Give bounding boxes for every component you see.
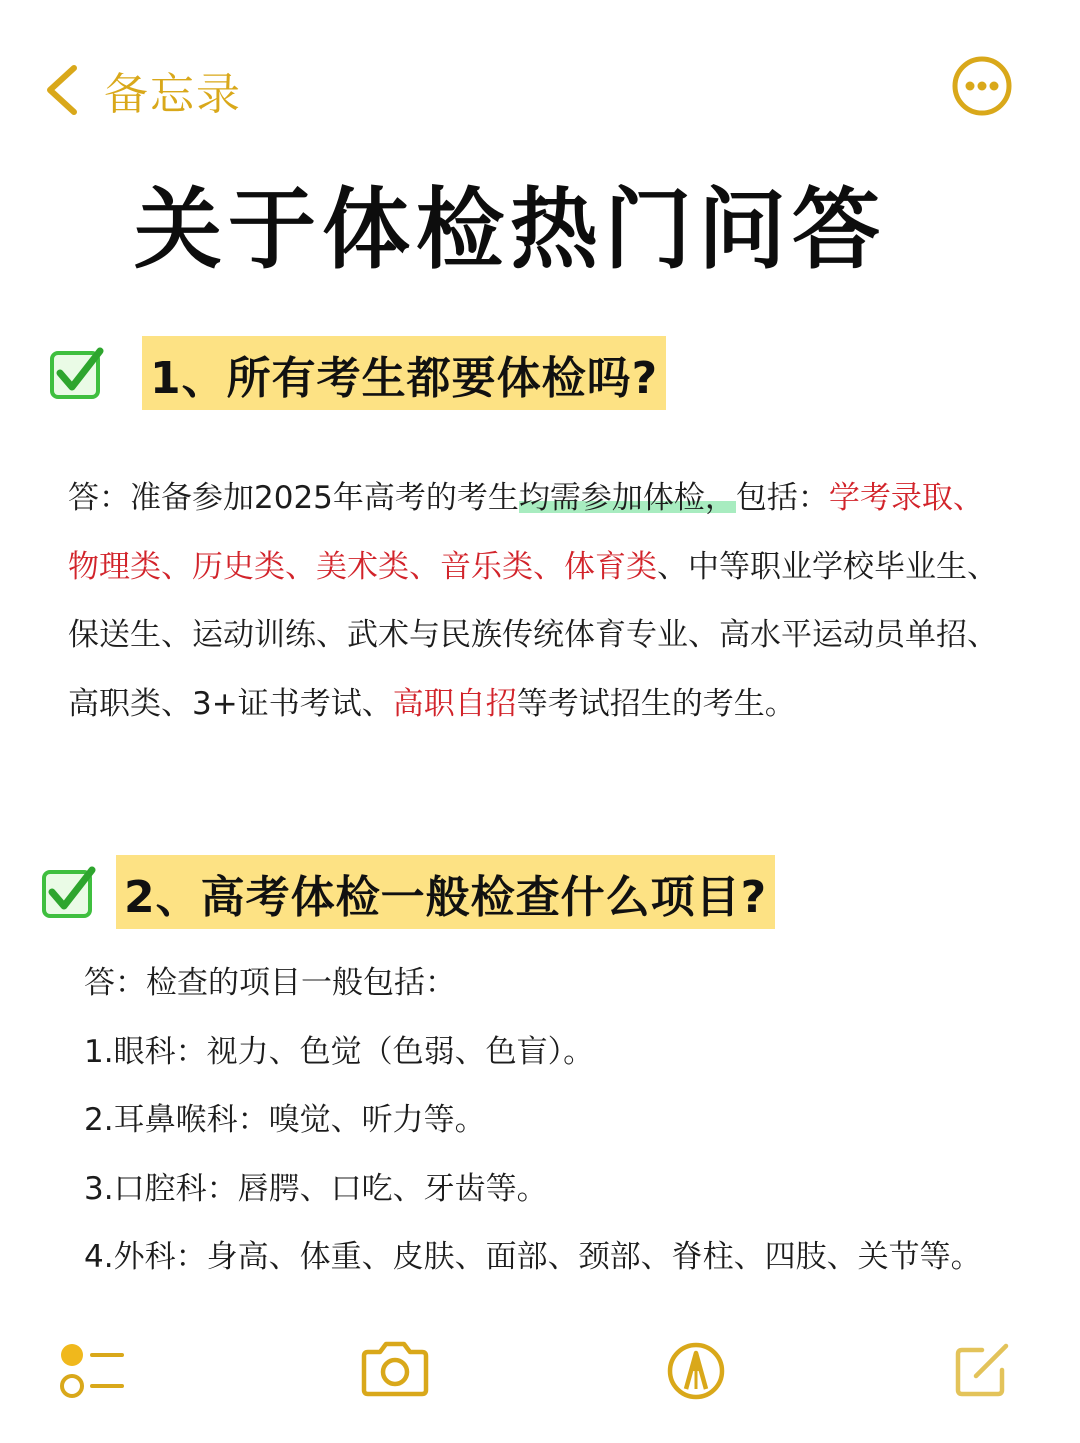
checklist-icon — [58, 1340, 124, 1400]
answer-1-red: 美术类 — [316, 548, 409, 585]
answer-1-text: 、中等职业学校毕业生、保送生、运动训练、武术与民族传统体育专业、高水平运动员单招、高职类、3+证书考试、 — [68, 548, 998, 722]
list-item: 1.眼科：视力、色觉（色弱、色盲）。 — [84, 1033, 595, 1070]
list-item: 3.口腔科：唇腭、口吃、牙齿等。 — [84, 1170, 548, 1207]
answer-1 — [68, 464, 1008, 738]
question-1: 1、所有考生都要体检吗? — [142, 336, 666, 410]
answer-1-red: 、 — [952, 480, 984, 516]
camera-icon — [358, 1340, 432, 1398]
markup-pen-icon — [666, 1341, 726, 1401]
back-button[interactable] — [42, 58, 242, 122]
answer-1-red: 高职自招 — [392, 685, 517, 722]
answer-2 — [84, 949, 1044, 1292]
list-item: 2.耳鼻喉科：嗅觉、听力等。 — [84, 1102, 486, 1138]
camera-button[interactable] — [358, 1340, 432, 1398]
list-item: 4.外科：身高、体重、皮肤、面部、颈部、脊柱、四肢、关节等。 — [84, 1239, 982, 1275]
chevron-left-icon — [42, 62, 82, 118]
answer-1-highlight: 均需参加体检， — [518, 480, 736, 516]
page-title: 关于体检热门问答 — [133, 178, 886, 281]
checkbox-checked-icon — [48, 345, 108, 401]
back-label: 备忘录 — [104, 69, 242, 120]
question-2: 2、高考体检一般检查什么项目? — [116, 855, 775, 929]
answer-1-red: 、 — [409, 548, 440, 585]
more-button[interactable] — [952, 56, 1012, 116]
markup-button[interactable] — [666, 1341, 726, 1401]
checklist-button[interactable] — [58, 1340, 124, 1400]
answer-1-text: 等考试招生的考生。 — [516, 685, 796, 722]
answer-1-red: 历史类 — [192, 548, 285, 585]
answer-1-red: 物理类 — [68, 548, 161, 585]
more-icon — [952, 56, 1012, 116]
section-2-header — [40, 855, 775, 929]
compose-button[interactable] — [952, 1340, 1012, 1400]
section-1-header — [48, 336, 666, 410]
answer-1-red: 、 — [161, 548, 192, 585]
answer-1-red: 体育类 — [564, 548, 657, 585]
answer-1-red: 音乐类 — [440, 548, 533, 585]
compose-icon — [952, 1340, 1012, 1400]
answer-1-red: 学考录取 — [828, 480, 953, 516]
list-item: 答：检查的项目一般包括： — [84, 965, 456, 1001]
answer-1-red: 、 — [285, 548, 316, 585]
checkbox-checked-icon — [40, 864, 100, 920]
answer-1-text: 包括： — [735, 480, 829, 516]
answer-1-red: 、 — [533, 548, 564, 585]
answer-1-text: 答：准备参加2025年高考的考生 — [68, 480, 519, 516]
